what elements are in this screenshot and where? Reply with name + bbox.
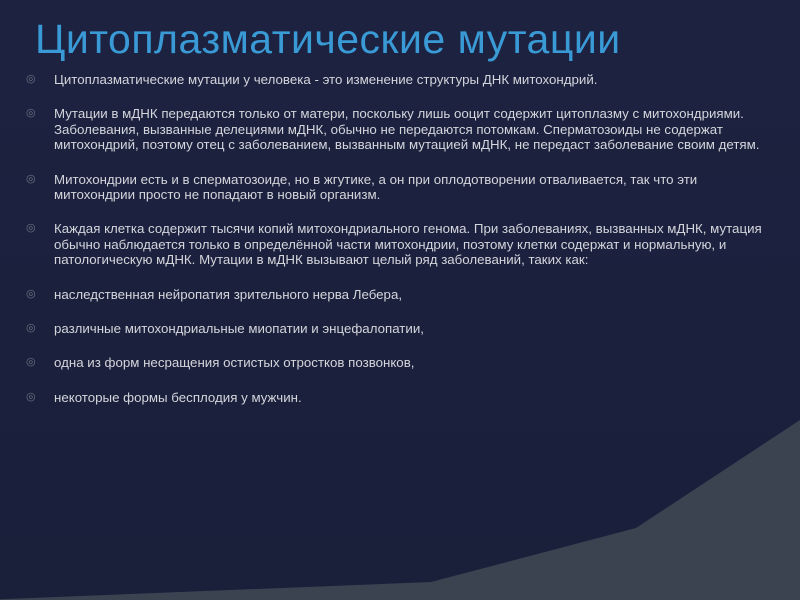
bullet-text: Цитоплазматические мутации у человека - это изменение структуры ДНК митохондрий. (54, 72, 598, 87)
bullet-text: Митохондрии есть и в сперматозоиде, но в жгутике, а он при оплодотворении отваливается, так что эти митохондрии просто не попадают в новый организм. (54, 171, 698, 203)
bullet-item (26, 221, 776, 267)
bullet-item (26, 390, 776, 405)
bullet-text: наследственная нейропатия зрительного нерва Лебера, (54, 286, 403, 302)
bullet-text: Каждая клетка содержит тысячи копий митохондриального генома. При заболеваниях, вызванных мДНК, мутация обычно наблюдается только в определённой части митохондрии, поэтому клетки содержат и нормальную, и патологическую мДНК. Мутации в мДНК вызывают целый ряд заболеваний, таких как: (54, 221, 762, 268)
ring-bullet-icon: ◎ (26, 322, 36, 335)
bullet-item (26, 106, 776, 152)
ring-bullet-icon: ◎ (26, 287, 36, 300)
bullet-list (26, 72, 776, 405)
bullet-item (26, 172, 776, 203)
ring-bullet-icon: ◎ (26, 73, 36, 85)
ring-bullet-icon: ◎ (26, 390, 36, 403)
bullet-text: Мутации в мДНК передаются только от матери, поскольку лишь ооцит содержит цитоплазму с митохондриями. Заболевания, вызванные делециями мДНК, обычно не передаются потомкам. Сперматозоиды не содержат митохондрий, поэтому отец с заболеванием, вызванным мутацией мДНК, не передаст заболевание своим детям. (54, 106, 760, 153)
ring-bullet-icon: ◎ (26, 222, 36, 235)
bullet-item (26, 287, 776, 302)
ring-bullet-icon: ◎ (26, 356, 36, 369)
bullet-item (26, 321, 776, 336)
slide-title: Цитоплазматические мутации (35, 16, 621, 62)
bullet-item (26, 72, 776, 87)
bullet-text: одна из форм несращения остистых отростков позвонков, (54, 355, 415, 371)
bullet-text: различные митохондриальные миопатии и энцефалопатии, (54, 321, 424, 337)
bullet-item (26, 355, 776, 370)
ring-bullet-icon: ◎ (26, 107, 36, 120)
bullet-text: некоторые формы бесплодия у мужчин. (54, 389, 302, 405)
ring-bullet-icon: ◎ (26, 172, 36, 185)
